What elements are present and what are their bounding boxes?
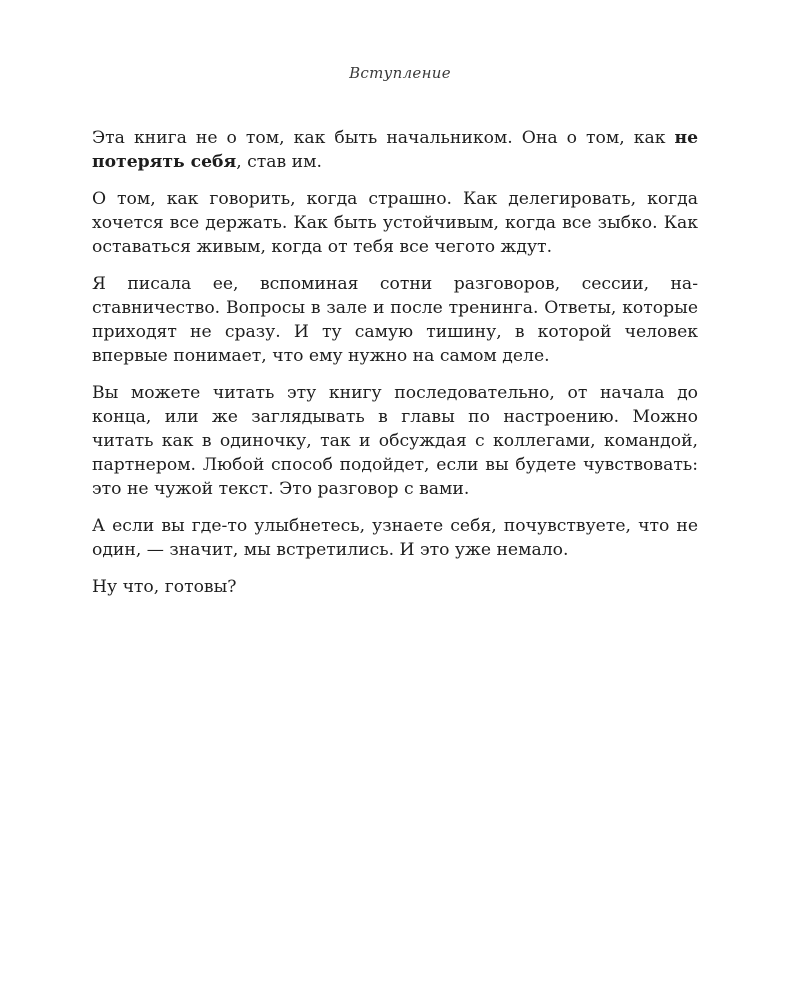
paragraph-4: Вы можете читать эту книгу последовательно, от начала до конца, или же заглядывать в главы по настроению. Можно читать как в одиночку, так и обсуждая с коллегами, командой, партнером. Любой способ подойдет, если вы будете чувствовать: это не чужой текст. Это разговор с вами.	[92, 383, 698, 499]
paragraph-1	[92, 126, 698, 174]
paragraph-1-end: , став им.	[236, 152, 322, 172]
paragraph-2: О том, как говорить, когда страшно. Как делегировать, когда хочется все держать. Как быть устойчивым, когда все зыбко. Как оставаться живым, когда от тебя все чегото ждут.	[92, 189, 698, 257]
paragraph-3: Я писала ее, вспоминая сотни разговоров, сессии, наставничество. Вопросы в зале и после тренинга. Ответы, которые приходят не сразу. И ту самую тишину, в которой человек впервые понимает, что ему нужно на самом деле.	[92, 274, 698, 366]
main-text	[92, 126, 698, 612]
paragraph-5: А если вы где-то улыбнетесь, узнаете себя, почувствуете, что не один, — значит, мы встретились. И это уже немало.	[92, 516, 698, 560]
paragraph-6: Ну что, готовы?	[92, 577, 237, 597]
paragraph-1-start: Эта книга не о том, как быть начальником. Она о том, как	[92, 128, 675, 148]
running-head: Вступление	[349, 64, 451, 82]
emphasis-text: не потерять себя	[92, 128, 698, 172]
